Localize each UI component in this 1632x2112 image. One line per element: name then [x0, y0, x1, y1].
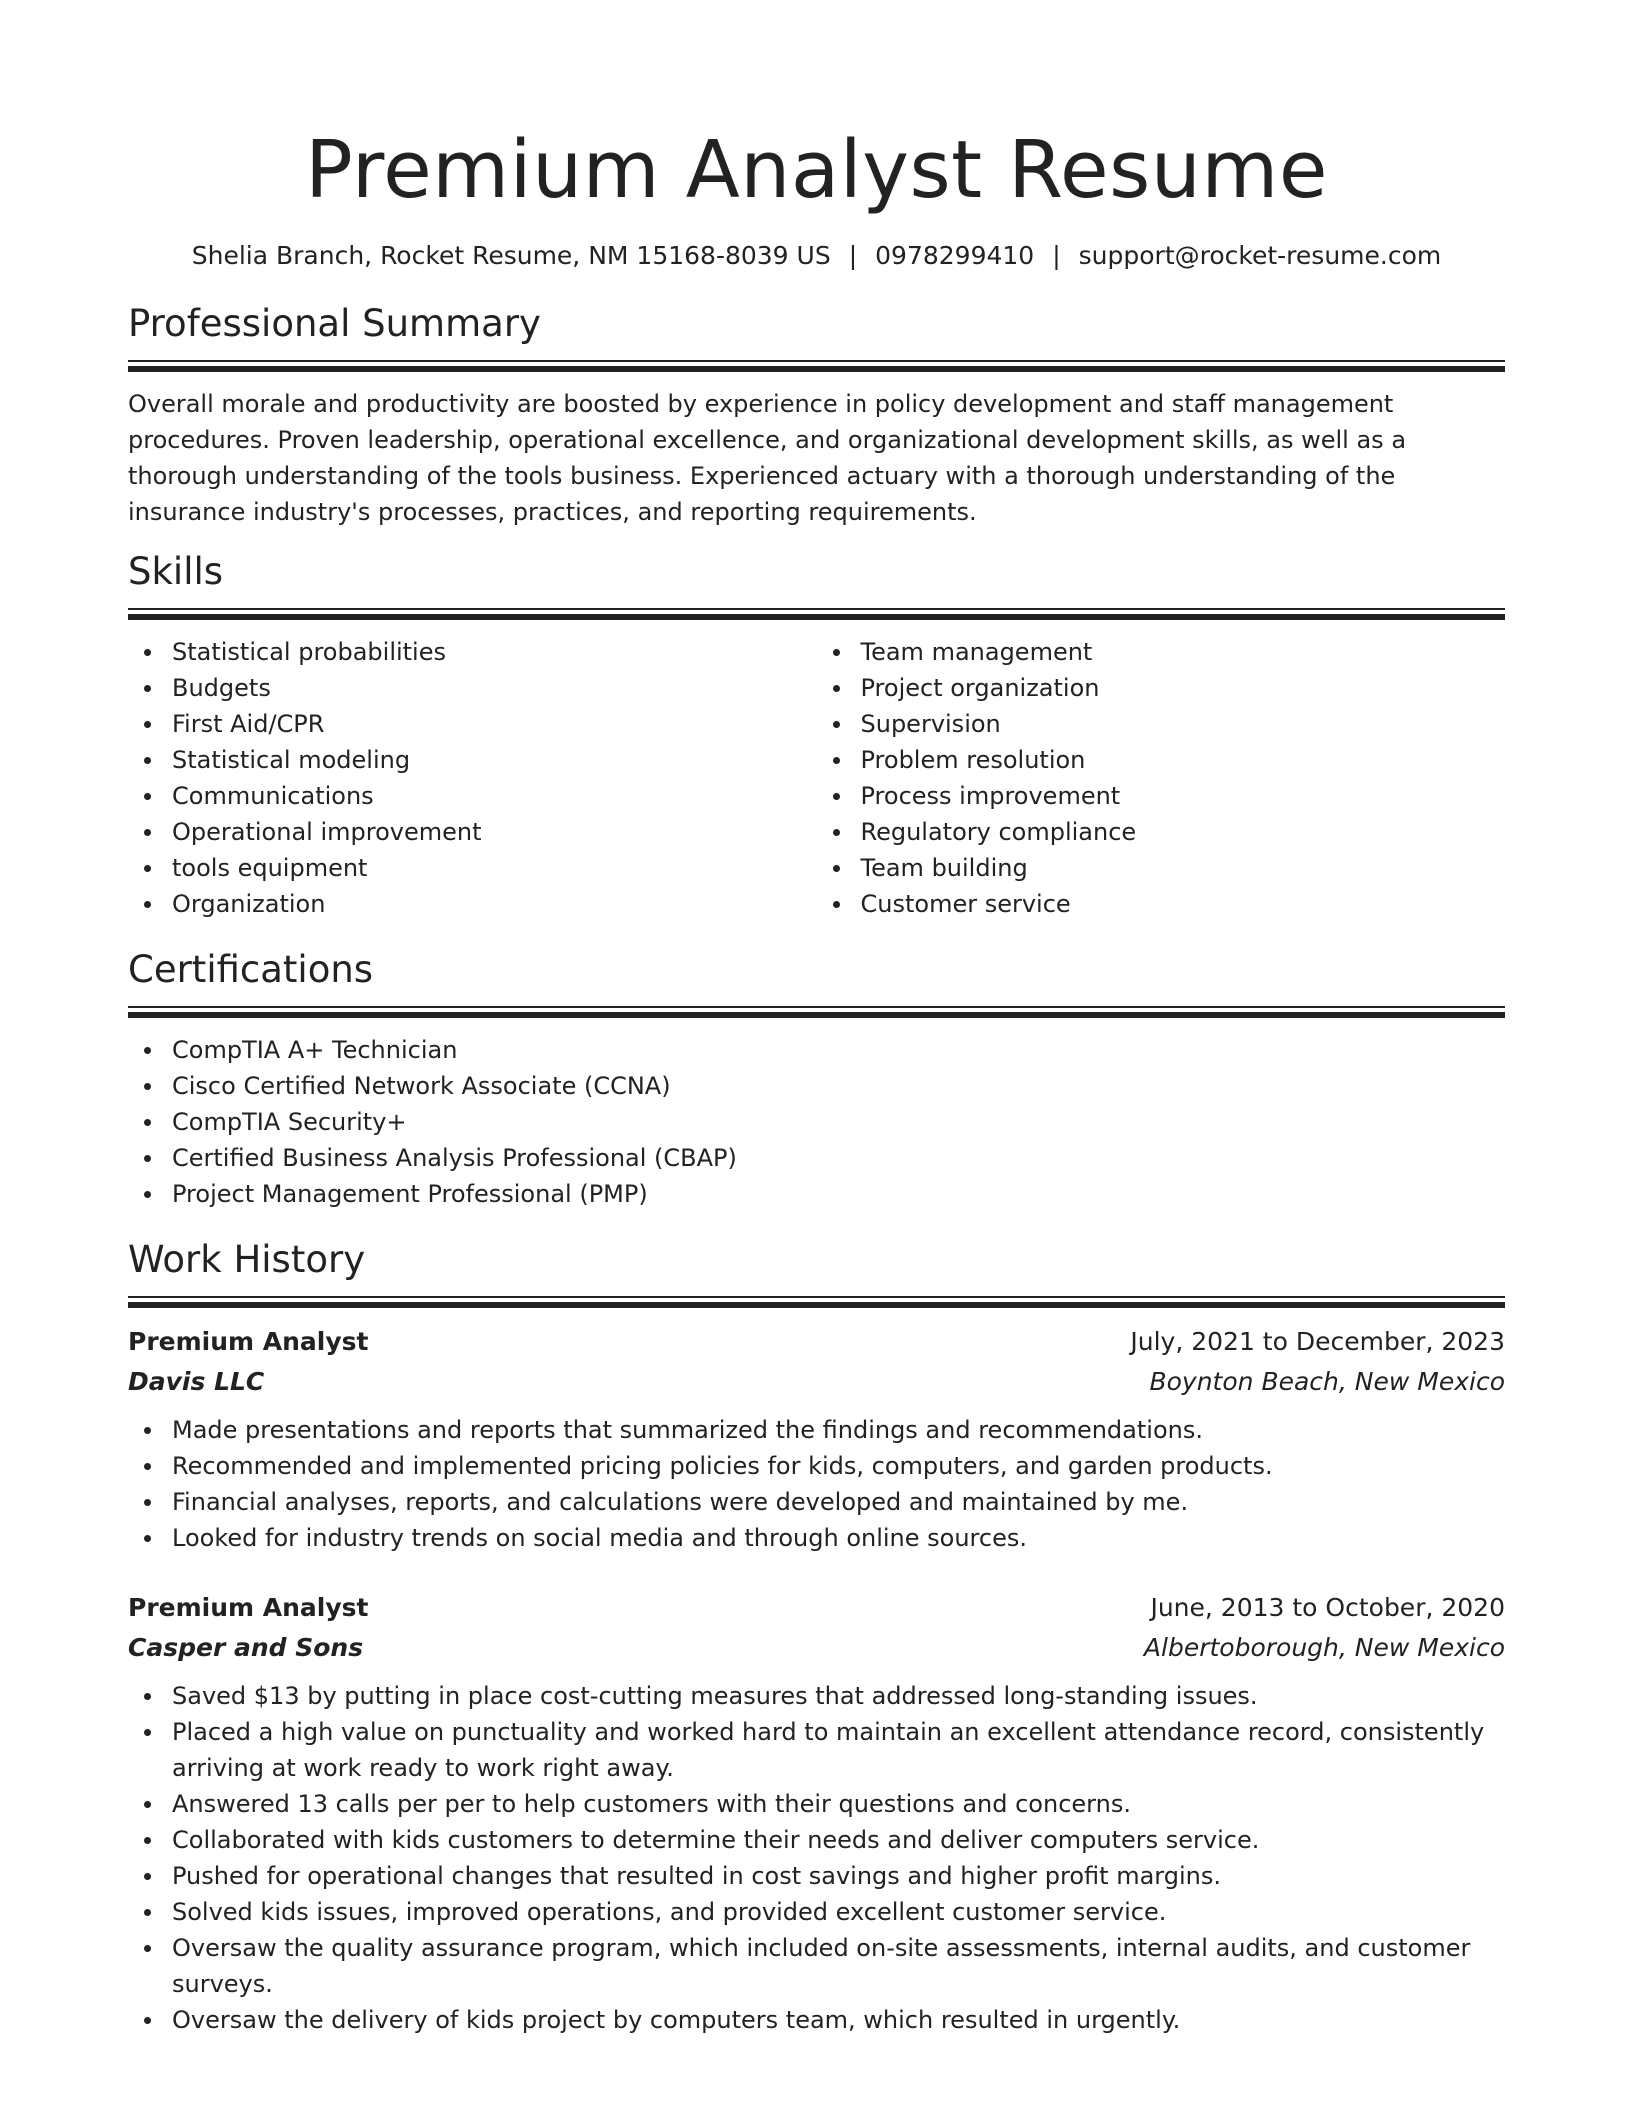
skill-item: Regulatory compliance: [817, 814, 1506, 850]
skills-heading: Skills: [128, 550, 224, 593]
job-bullet: Made presentations and reports that summarized the findings and recommendations.: [128, 1412, 1505, 1448]
job-company-row: [128, 1362, 1505, 1402]
job-title: Premium Analyst: [128, 1593, 369, 1622]
summary-text: Overall morale and productivity are boosted by experience in policy development and staff management procedures. Proven leadership, operational excellence, and organizational development skills, as well as a thorough understanding of the tools business. Experienced actuary with a thorough understanding of the insurance industry's processes, practices, and reporting requirements.: [128, 390, 1407, 526]
job-location: Albertoborough, New Mexico: [1143, 1633, 1505, 1662]
job-bullet: Collaborated with kids customers to determine their needs and deliver computers service.: [128, 1822, 1505, 1858]
job-company: Casper and Sons: [128, 1633, 364, 1662]
job-entry: [128, 1322, 1505, 1556]
job-bullets: [128, 1412, 1505, 1556]
certification-item: Project Management Professional (PMP): [128, 1176, 1505, 1212]
job-dates: July, 2021 to December, 2023: [1130, 1327, 1505, 1356]
job-bullet: Solved kids issues, improved operations, and provided excellent customer service.: [128, 1894, 1505, 1930]
job-title: Premium Analyst: [128, 1327, 369, 1356]
skill-item: Budgets: [128, 670, 817, 706]
skill-item: Team building: [817, 850, 1506, 886]
skill-item: tools equipment: [128, 850, 817, 886]
job-header-row: [128, 1322, 1505, 1362]
skill-item: Communications: [128, 778, 817, 814]
skills-list-left: [128, 634, 817, 922]
skill-item: Project organization: [817, 670, 1506, 706]
contact-email[interactable]: support@rocket-resume.com: [1078, 241, 1442, 270]
section-divider: [128, 360, 1505, 372]
certification-item: CompTIA Security+: [128, 1104, 1505, 1140]
certification-item: CompTIA A+ Technician: [128, 1032, 1505, 1068]
job-bullet: Recommended and implemented pricing policies for kids, computers, and garden products.: [128, 1448, 1505, 1484]
section-divider: [128, 1006, 1505, 1018]
skills-list-right: [817, 634, 1506, 922]
job-bullet: Answered 13 calls per per to help customers with their questions and concerns.: [128, 1786, 1505, 1822]
skill-item: First Aid/CPR: [128, 706, 817, 742]
certifications-section: [128, 944, 1505, 1212]
certification-item: Certified Business Analysis Professional (CBAP): [128, 1140, 1505, 1176]
skill-item: Problem resolution: [817, 742, 1506, 778]
skill-item: Statistical probabilities: [128, 634, 817, 670]
job-bullets: [128, 1678, 1505, 2038]
skills-grid: [128, 634, 1505, 922]
section-divider: [128, 608, 1505, 620]
job-header-row: [128, 1588, 1505, 1628]
job-bullet: Looked for industry trends on social media and through online sources.: [128, 1520, 1505, 1556]
contact-separator: |: [848, 241, 858, 270]
skill-item: Process improvement: [817, 778, 1506, 814]
summary-heading: Professional Summary: [128, 302, 541, 345]
job-company: Davis LLC: [128, 1367, 265, 1396]
skill-item: Team management: [817, 634, 1506, 670]
job-bullet: Placed a high value on punctuality and worked hard to maintain an excellent attendance record, consistently arriving at work ready to work right away.: [128, 1714, 1505, 1786]
job-bullet: Saved $13 by putting in place cost-cutting measures that addressed long-standing issues.: [128, 1678, 1505, 1714]
job-bullet: Financial analyses, reports, and calculations were developed and maintained by me.: [128, 1484, 1505, 1520]
job-entry: [128, 1588, 1505, 2038]
contact-address: Shelia Branch, Rocket Resume, NM 15168-8039 US: [191, 241, 831, 270]
job-location: Boynton Beach, New Mexico: [1149, 1367, 1505, 1396]
work-history-heading: Work History: [128, 1238, 366, 1281]
work-history-section: [128, 1234, 1505, 2038]
job-dates: June, 2013 to October, 2020: [1150, 1593, 1505, 1622]
job-bullet: Oversaw the delivery of kids project by computers team, which resulted in urgently.: [128, 2002, 1505, 2038]
contact-line: [128, 238, 1505, 274]
section-divider: [128, 1296, 1505, 1308]
skill-item: Organization: [128, 886, 817, 922]
skill-item: Operational improvement: [128, 814, 817, 850]
skill-item: Statistical modeling: [128, 742, 817, 778]
certification-item: Cisco Certified Network Associate (CCNA): [128, 1068, 1505, 1104]
contact-phone: 0978299410: [875, 241, 1035, 270]
skill-item: Supervision: [817, 706, 1506, 742]
skills-section: [128, 546, 1505, 922]
skill-item: Customer service: [817, 886, 1506, 922]
job-company-row: [128, 1628, 1505, 1668]
contact-separator: |: [1052, 241, 1061, 270]
certifications-heading: Certifications: [128, 948, 374, 991]
certifications-list: [128, 1032, 1505, 1212]
summary-section: [128, 298, 1505, 530]
job-bullet: Pushed for operational changes that resulted in cost savings and higher profit margins.: [128, 1858, 1505, 1894]
resume-title: Premium Analyst Resume: [305, 124, 1328, 216]
job-bullet: Oversaw the quality assurance program, which included on-site assessments, internal audits, and customer surveys.: [128, 1930, 1505, 2002]
